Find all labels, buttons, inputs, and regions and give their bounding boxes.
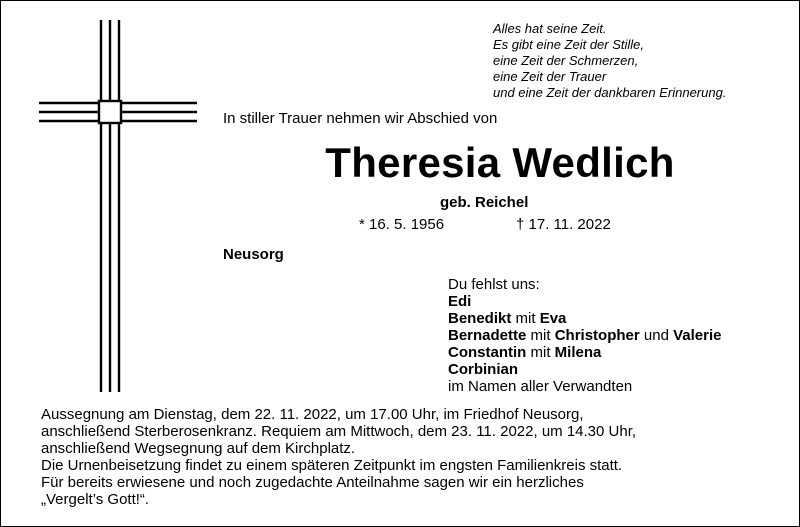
service-line: anschließend Wegsegnung auf dem Kirchplatz.	[41, 440, 356, 457]
connector-word: mit	[530, 344, 551, 361]
connector-word: und	[643, 327, 669, 344]
list-item	[448, 327, 721, 344]
death-date: † 17. 11. 2022	[516, 216, 611, 233]
mourner-name: Corbinian	[448, 361, 518, 378]
service-line: „Vergelt’s Gott!“.	[41, 491, 150, 508]
deceased-name: Theresia Wedlich	[325, 139, 675, 186]
connector-word: mit	[530, 327, 551, 344]
connector-word: mit	[515, 310, 536, 327]
poem-line: Alles hat seine Zeit.	[493, 21, 607, 36]
place-name: Neusorg	[223, 246, 284, 263]
intro-text: In stiller Trauer nehmen wir Abschied von	[223, 110, 498, 127]
mourner-name: Edi	[448, 293, 472, 310]
mourner-name: Eva	[539, 310, 567, 327]
poem-line: eine Zeit der Trauer	[493, 69, 607, 84]
list-item	[448, 310, 721, 327]
mourner-name: Bernadette	[448, 327, 527, 344]
mourner-name: Constantin	[448, 344, 527, 361]
mourner-name: Milena	[554, 344, 602, 361]
service-line: Für bereits erwiesene und noch zugedachte Anteilnahme sagen wir ein herzliches	[41, 474, 584, 491]
list-item	[448, 361, 721, 378]
mourners-closing: im Namen aller Verwandten	[448, 378, 633, 395]
service-line: Aussegnung am Dienstag, dem 22. 11. 2022, um 17.00 Uhr, im Friedhof Neusorg,	[41, 406, 584, 423]
list-item	[448, 344, 721, 361]
mourner-name: Valerie	[673, 327, 722, 344]
cross-icon	[39, 20, 197, 392]
mourner-name: Benedikt	[448, 310, 512, 327]
poem	[493, 21, 726, 101]
poem-line: eine Zeit der Schmerzen,	[493, 53, 639, 68]
mourner-name: Christopher	[554, 327, 640, 344]
list-item	[448, 293, 721, 310]
maiden-name: geb. Reichel	[440, 194, 529, 211]
poem-line: Es gibt eine Zeit der Stille,	[493, 37, 645, 52]
service-details	[41, 406, 636, 508]
mourners-heading: Du fehlst uns:	[448, 276, 540, 293]
poem-line: und eine Zeit der dankbaren Erinnerung.	[493, 85, 727, 100]
service-line: anschließend Sterberosenkranz. Requiem am Mittwoch, dem 23. 11. 2022, um 14.30 Uhr,	[41, 423, 637, 440]
birth-date: * 16. 5. 1956	[359, 216, 445, 233]
service-line: Die Urnenbeisetzung findet zu einem späteren Zeitpunkt im engsten Familienkreis statt.	[41, 457, 623, 474]
mourners-list	[448, 276, 721, 395]
